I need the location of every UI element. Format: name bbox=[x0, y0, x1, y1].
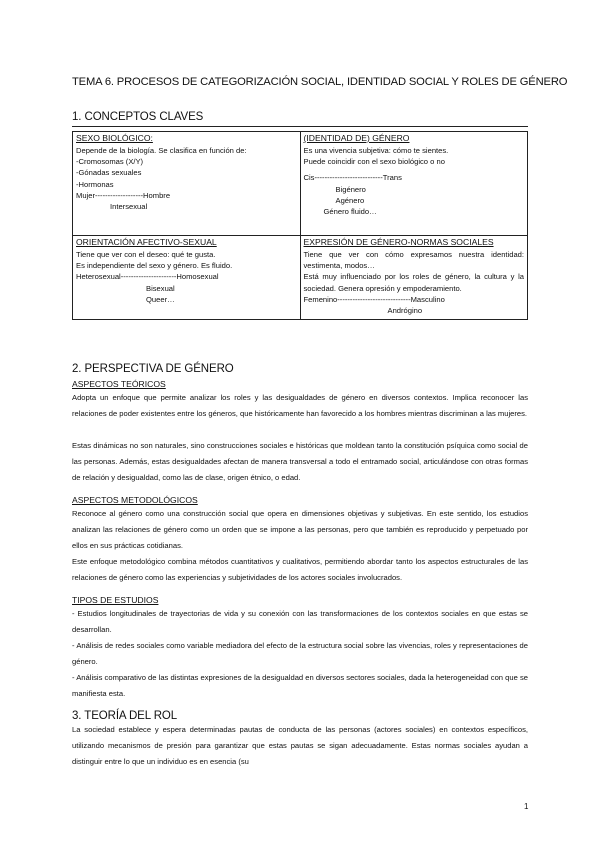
section-heading-conceptos: 1. CONCEPTOS CLAVES bbox=[72, 111, 204, 123]
cell-line: Bigénero bbox=[335, 184, 366, 194]
cell-line: Es independiente del sexo y género. Es fluido. bbox=[76, 261, 233, 271]
cell-line: -Cromosomas (X/Y) bbox=[76, 157, 144, 167]
cell-line: -Hormonas bbox=[76, 179, 114, 189]
section-divider bbox=[72, 126, 528, 127]
subheading-aspectos-teoricos: ASPECTOS TEÓRICOS bbox=[72, 379, 166, 389]
cell-line: Depende de la biología. Se clasifica en función de: bbox=[76, 146, 247, 155]
cell-line: Intersexual bbox=[110, 202, 148, 212]
cell-orientacion bbox=[73, 236, 301, 320]
cell-expresion bbox=[300, 236, 528, 320]
paragraph: Este enfoque metodológico combina métodos cuantitativos y cualitativos, permitiendo abordar tanto los aspectos estructurales de las relaciones de género como las experiencias y subjetividades de los actores sociales involucrados. bbox=[72, 557, 528, 583]
conceptos-table bbox=[72, 131, 528, 320]
list-item: - Análisis de redes sociales como variable mediadora del efecto de la estructura social sobre las vivencias, roles y representaciones de género. bbox=[72, 641, 528, 667]
cell-line: Agénero bbox=[335, 195, 365, 205]
cell-line: Queer… bbox=[146, 294, 175, 304]
page-title: TEMA 6. PROCESOS DE CATEGORIZACIÓN SOCIAL, IDENTIDAD SOCIAL Y ROLES DE GÉNERO bbox=[72, 76, 568, 88]
cell-line: Heterosexual----------------------Homosexual bbox=[76, 272, 219, 282]
subheading-aspectos-metodologicos: ASPECTOS METODOLÓGICOS bbox=[72, 495, 198, 505]
cell-line: Es una vivencia subjetiva: cómo te sientes. bbox=[303, 146, 449, 155]
cell-line: Cis---------------------------Trans bbox=[303, 173, 402, 183]
cell-heading: EXPRESIÓN DE GÉNERO-NORMAS SOCIALES bbox=[303, 237, 494, 247]
cell-sexo-biologico bbox=[73, 132, 301, 236]
cell-paragraph: Tiene que ver con cómo expresamos nuestra identidad: vestimenta, modos… bbox=[303, 250, 524, 271]
paragraph: Estas dinámicas no son naturales, sino construcciones sociales e históricas que moldean tanto la constitución psíquica como social de las personas. Además, estas desigualdades afectan de manera transversal a todo el entramado social, articulándose con otras formas de relación y desigualdad, como las de clase, origen étnico, o edad. bbox=[72, 441, 528, 483]
cell-paragraph: Está muy influenciado por los roles de género, la cultura y la sociedad. Genera opresión y empoderamiento. bbox=[303, 272, 524, 293]
section-heading-perspectiva: 2. PERSPECTIVA DE GÉNERO bbox=[72, 363, 234, 375]
subheading-tipos-estudios: TIPOS DE ESTUDIOS bbox=[72, 595, 159, 605]
cell-line: -Gónadas sexuales bbox=[76, 168, 142, 178]
cell-line: Puede coincidir con el sexo biológico o no bbox=[303, 157, 445, 167]
section-heading-teoria-rol: 3. TEORÍA DEL ROL bbox=[72, 710, 178, 722]
cell-heading: SEXO BIOLÓGICO: bbox=[76, 133, 153, 143]
cell-line: Bisexual bbox=[146, 283, 175, 293]
cell-line: Mujer-------------------Hombre bbox=[76, 190, 171, 200]
list-item: - Estudios longitudinales de trayectorias de vida y su conexión con las transformaciones de los contextos sociales en que estas se desarrollan. bbox=[72, 609, 528, 635]
cell-line: Tiene que ver con el deseo: qué te gusta. bbox=[76, 250, 216, 259]
list-item: - Análisis comparativo de las distintas expresiones de la desigualdad en diversos sectores sociales, dada la heterogeneidad con que se manifiesta esta. bbox=[72, 673, 528, 699]
cell-line: Género fluido… bbox=[323, 207, 377, 217]
paragraph: Reconoce al género como una construcción social que opera en dimensiones objetivas y subjetivas. En este sentido, los estudios analizan las relaciones de género como un orden que se impone a las personas, pero que también es reproducido y perpetuado por ellos en sus prácticas cotidianas. bbox=[72, 509, 528, 551]
cell-heading: ORIENTACIÓN AFECTIVO-SEXUAL bbox=[76, 237, 217, 247]
paragraph: Adopta un enfoque que permite analizar los roles y las desigualdades de género en diversos contextos. Implica reconocer las relaciones de poder existentes entre los géneros, que históricamente han favorecido a los hombres mientras discriminan a las mujeres. bbox=[72, 393, 528, 419]
cell-heading: (IDENTIDAD DE) GÉNERO bbox=[303, 133, 410, 143]
cell-line: Andrógino bbox=[387, 306, 423, 316]
paragraph: La sociedad establece y espera determinadas pautas de conducta de las personas (actores sociales) en contextos específicos, utilizando mecanismos de presión para garantizar que estas pautas se sigan adecuadamente. Estas normas sociales ayudan a distinguir entre lo que un individuo es en esencia (su bbox=[72, 725, 528, 767]
cell-line: Femenino-----------------------------Masculino bbox=[303, 294, 445, 304]
cell-identidad-genero bbox=[300, 132, 528, 236]
page-number: 1 bbox=[524, 802, 529, 811]
